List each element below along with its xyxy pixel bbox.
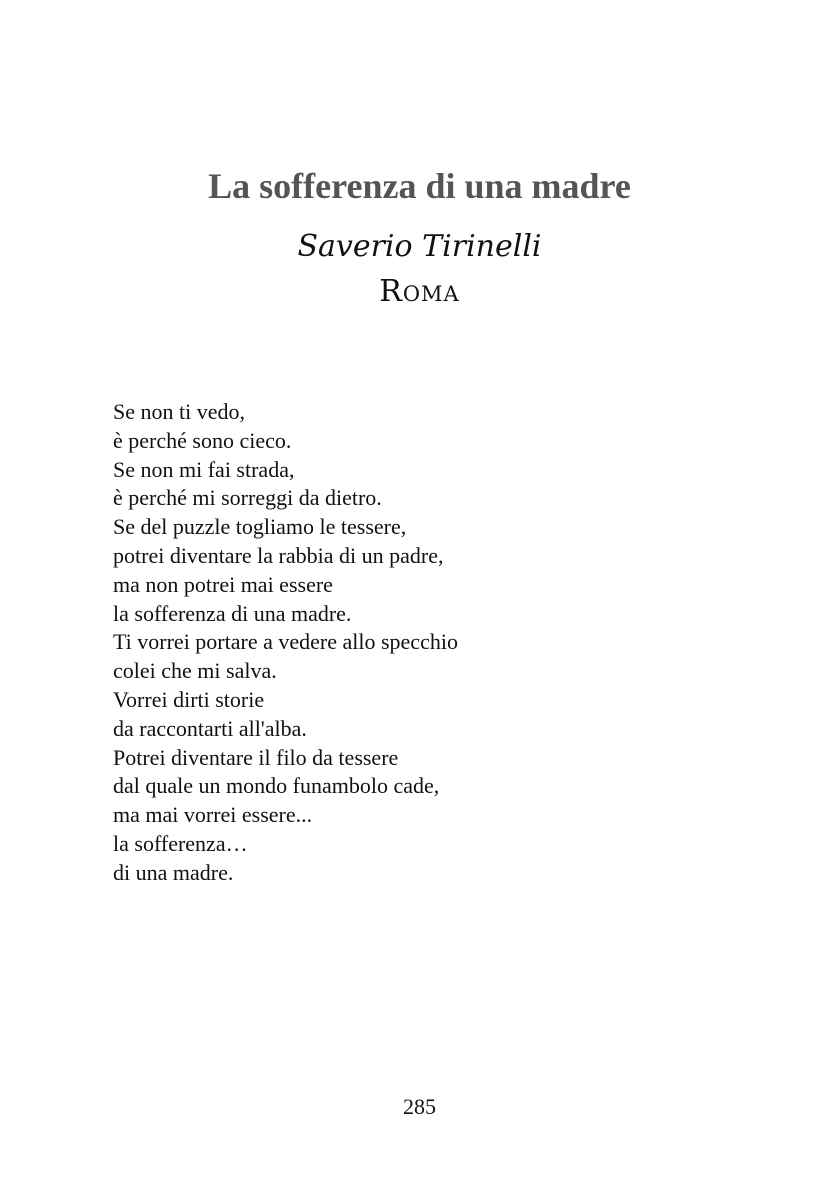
poem-line: ma non potrei mai essere — [113, 571, 333, 597]
poem-body — [113, 398, 733, 888]
poem-line: Potrei diventare il filo da tessere — [113, 744, 399, 770]
poem-title: La sofferenza di una madre — [208, 166, 631, 206]
poem-line: la sofferenza di una madre. — [113, 600, 352, 626]
poem-line: Se del puzzle togliamo le tessere, — [113, 514, 407, 540]
poem-line: è perché mi sorreggi da dietro. — [113, 485, 382, 511]
poem-line: Se non mi fai strada, — [113, 456, 295, 482]
author-name: Saverio Tirinelli — [297, 229, 542, 264]
poem-line: Ti vorrei portare a vedere allo specchio — [113, 629, 458, 655]
poem-line: dal quale un mondo funambolo cade, — [113, 773, 440, 799]
poem-line: Vorrei dirti storie — [113, 686, 265, 712]
poem-line: da raccontarti all'alba. — [113, 715, 307, 741]
poem-line: è perché sono cieco. — [113, 427, 292, 453]
poem-line: Se non ti vedo, — [113, 399, 245, 424]
author-city: Roma — [379, 274, 460, 309]
poem-line: la sofferenza… — [113, 830, 248, 856]
page-number: 285 — [403, 1094, 436, 1119]
poem-line: ma mai vorrei essere... — [113, 802, 313, 828]
poem-line: potrei diventare la rabbia di un padre, — [113, 542, 444, 568]
poem-line: colei che mi salva. — [113, 658, 277, 684]
poem-line: di una madre. — [113, 859, 234, 885]
